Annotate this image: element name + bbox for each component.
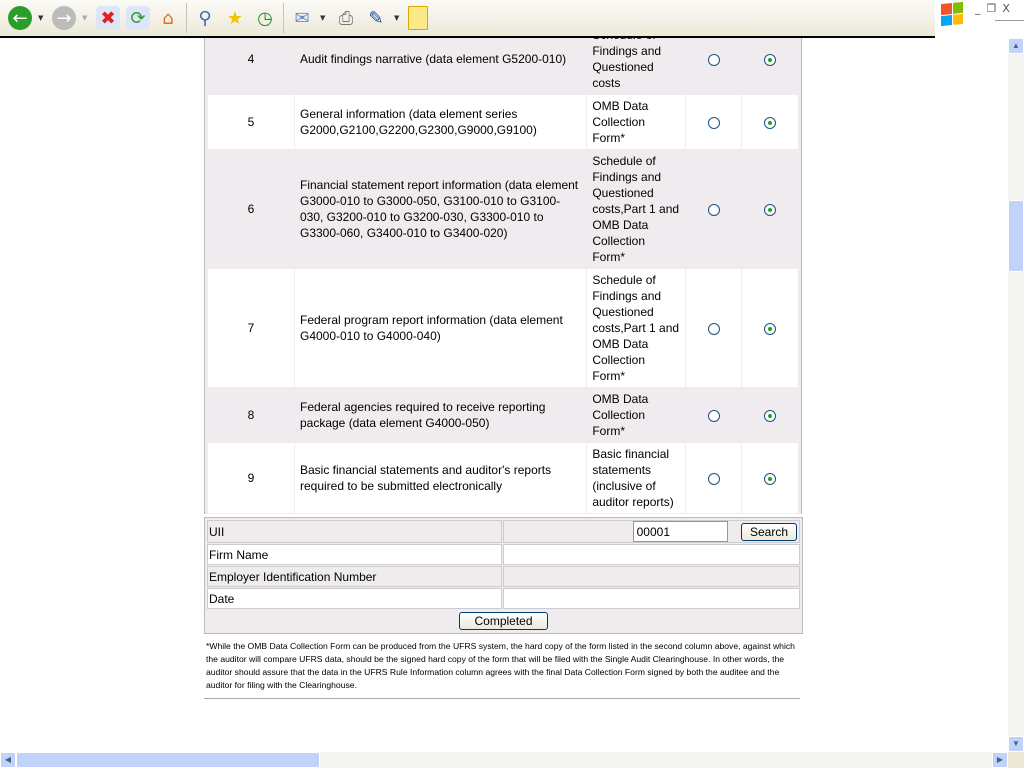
rule-source: Schedule of Findings and Questioned costs,Part 1 and OMB Data Collection Form* <box>587 150 685 268</box>
rule-row <box>208 388 798 442</box>
divider <box>995 20 1024 21</box>
toolbar-separator <box>186 3 187 33</box>
horizontal-scrollbar[interactable] <box>0 752 1008 768</box>
mail-icon[interactable]: ✉ <box>294 7 310 29</box>
scrollbar-corner <box>1008 752 1024 768</box>
firm-name-value <box>503 544 800 565</box>
option-1-cell <box>686 388 742 442</box>
rule-number: 5 <box>208 95 294 149</box>
option-2-radio[interactable] <box>764 54 776 66</box>
option-2-radio[interactable] <box>764 473 776 485</box>
scroll-down-icon[interactable]: ▼ <box>1008 736 1024 752</box>
option-1-cell <box>686 150 742 268</box>
vertical-scrollbar[interactable] <box>1008 38 1024 752</box>
back-icon[interactable]: ← <box>8 6 32 30</box>
rule-row <box>208 95 798 149</box>
rule-row <box>208 443 798 513</box>
stop-icon[interactable]: ✖ <box>96 6 120 30</box>
footnote: *While the OMB Data Collection Form can be produced from the UFRS system, the hard copy of the form listed in the second column above, against which the auditor will compare UFRS data, should be the signed hard copy of the form that will be filed with the Single Audit Clearinghouse. In other words, the auditor should assure that the data in the UFRS Rule Information column agrees with the final Data Collection Form signed by both the auditee and the auditor for filing with the Clearinghouse. <box>206 641 795 690</box>
option-1-radio[interactable] <box>708 54 720 66</box>
search-icon[interactable]: ⚲ <box>198 7 212 29</box>
refresh-icon[interactable]: ⟳ <box>126 6 150 30</box>
rule-description: Financial statement report information (data element G3000-010 to G3000-050, G3100-010 to G3100-030, G3200-010 to G3200-030, G3300-010 to G3300-060, G3400-010 to G3400-020) <box>295 150 586 268</box>
window-controls <box>935 0 1024 38</box>
print-icon[interactable]: ⎙ <box>338 7 354 29</box>
option-1-radio[interactable] <box>708 323 720 335</box>
option-1-cell <box>686 269 742 387</box>
option-1-cell <box>686 95 742 149</box>
mail-dropdown-icon[interactable]: ▼ <box>320 14 326 22</box>
history-icon[interactable]: ◷ <box>257 7 273 29</box>
rule-number: 9 <box>208 443 294 513</box>
divider <box>204 698 800 699</box>
option-2-cell <box>742 150 798 268</box>
option-1-radio[interactable] <box>708 117 720 129</box>
rule-description: Audit findings narrative (data element G5200-010) <box>295 24 586 94</box>
rule-number: 6 <box>208 150 294 268</box>
rule-description: Basic financial statements and auditor's reports required to be submitted electronically <box>295 443 586 513</box>
scroll-right-icon[interactable]: ▶ <box>992 752 1008 768</box>
browser-toolbar <box>0 0 935 38</box>
favorites-icon[interactable]: ★ <box>226 7 244 29</box>
option-1-radio[interactable] <box>708 410 720 422</box>
horizontal-scroll-thumb[interactable] <box>16 752 320 768</box>
option-1-radio[interactable] <box>708 204 720 216</box>
rule-description: Federal agencies required to receive reporting package (data element G4000-050) <box>295 388 586 442</box>
forward-dropdown-icon[interactable]: ▼ <box>82 14 88 22</box>
forward-icon[interactable]: → <box>52 6 76 30</box>
edit-dropdown-icon[interactable]: ▼ <box>394 14 400 22</box>
option-2-radio[interactable] <box>764 410 776 422</box>
home-icon[interactable]: ⌂ <box>162 7 174 29</box>
option-2-cell <box>742 95 798 149</box>
scroll-left-icon[interactable]: ◀ <box>0 752 16 768</box>
rule-source: Findings and Questioned costs <box>587 24 685 94</box>
scroll-up-icon[interactable]: ▲ <box>1008 38 1024 54</box>
rule-number: 8 <box>208 388 294 442</box>
uii-label: UII <box>207 520 502 543</box>
rule-source: OMB Data Collection Form* <box>587 95 685 149</box>
rule-row <box>208 150 798 268</box>
vertical-scroll-thumb[interactable] <box>1008 200 1024 272</box>
uii-input[interactable] <box>633 521 728 542</box>
note-icon[interactable] <box>408 6 428 30</box>
option-2-radio[interactable] <box>764 117 776 129</box>
minimize-restore-close-icons[interactable]: _❐X <box>975 2 1016 15</box>
back-dropdown-icon[interactable]: ▼ <box>38 14 44 22</box>
rule-source: Schedule of Findings and Questioned costs,Part 1 and OMB Data Collection Form* <box>587 269 685 387</box>
option-2-radio[interactable] <box>764 323 776 335</box>
page-content <box>0 38 1008 752</box>
date-label: Date <box>207 588 502 609</box>
edit-icon[interactable]: ✎ <box>368 7 384 29</box>
completed-button[interactable]: Completed <box>459 612 547 630</box>
rule-row <box>208 269 798 387</box>
rule-number: 7 <box>208 269 294 387</box>
rule-description: General information (data element series G2000,G2100,G2200,G2300,G9000,G9100) <box>295 95 586 149</box>
rule-source: OMB Data Collection Form* <box>587 388 685 442</box>
rule-description: Federal program report information (data element G4000-010 to G4000-040) <box>295 269 586 387</box>
rule-source: Basic financial statements (inclusive of auditor reports) <box>587 443 685 513</box>
option-2-radio[interactable] <box>764 204 776 216</box>
option-2-cell <box>742 443 798 513</box>
rule-number: 4 <box>208 24 294 94</box>
rules-table <box>204 20 802 514</box>
search-button[interactable]: Search <box>741 523 797 541</box>
firm-name-label: Firm Name <box>207 544 502 565</box>
option-2-cell <box>742 269 798 387</box>
option-1-cell <box>686 443 742 513</box>
ein-label: Employer Identification Number <box>207 566 502 587</box>
toolbar-separator <box>283 3 284 33</box>
auditor-info-form <box>204 517 803 634</box>
page-body <box>204 20 803 699</box>
date-value <box>503 588 800 609</box>
option-2-cell <box>742 388 798 442</box>
ein-value <box>503 566 800 587</box>
windows-logo-icon <box>941 2 963 26</box>
option-1-radio[interactable] <box>708 473 720 485</box>
